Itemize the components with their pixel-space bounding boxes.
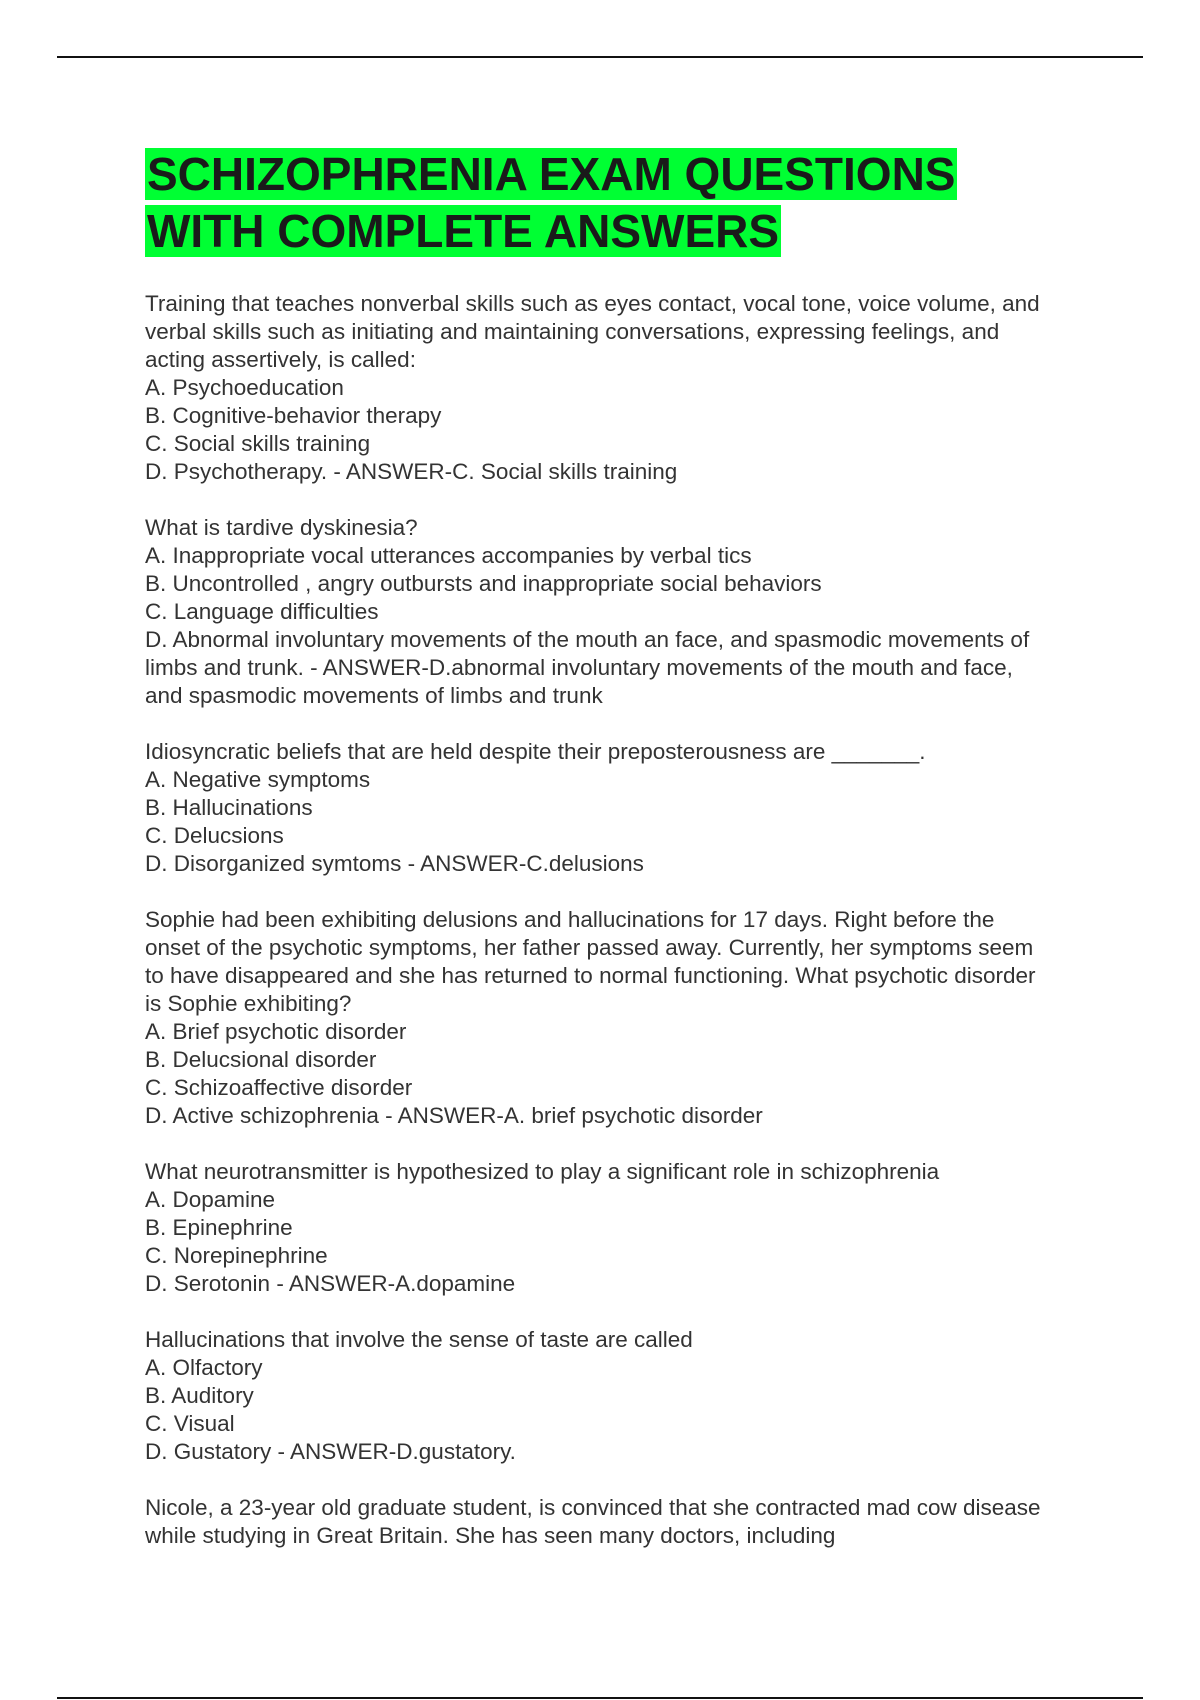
option-d-with-answer: D. Disorganized symtoms - ANSWER-C.delusions — [145, 851, 644, 876]
option-d-with-answer: D. Gustatory - ANSWER-D.gustatory. — [145, 1439, 516, 1464]
question-text: Training that teaches nonverbal skills such as eyes contact, vocal tone, voice volume, and verbal skills such as initiating and maintaining conversations, expressing feelings, and acting assertively, is called: — [145, 291, 1040, 372]
option-a: A. Negative symptoms — [145, 767, 371, 792]
question-6 — [145, 1326, 1045, 1466]
option-c: C. Visual — [145, 1411, 235, 1436]
option-c: C. Delucsions — [145, 823, 284, 848]
option-d-with-answer: D. Abnormal involuntary movements of the mouth an face, and spasmodic movements of limbs and trunk. - ANSWER-D.abnormal involuntary movements of the mouth and face, and spasmodic movements of limbs and trunk — [145, 627, 1030, 708]
question-text: Nicole, a 23-year old graduate student, is convinced that she contracted mad cow disease while studying in Great Britain. She has seen many doctors, including — [145, 1495, 1041, 1548]
option-c: C. Schizoaffective disorder — [145, 1075, 413, 1100]
option-d-with-answer: D. Psychotherapy. - ANSWER-C. Social skills training — [145, 459, 678, 484]
title-line-1: SCHIZOPHRENIA EXAM QUESTIONS — [147, 148, 956, 200]
option-c: C. Norepinephrine — [145, 1243, 328, 1268]
question-3 — [145, 738, 1045, 878]
top-rule — [57, 56, 1143, 58]
document-body — [145, 146, 1045, 1578]
option-c: C. Social skills training — [145, 431, 371, 456]
question-4 — [145, 906, 1045, 1130]
option-c: C. Language difficulties — [145, 599, 379, 624]
option-b: B. Epinephrine — [145, 1215, 293, 1240]
title-line-2: WITH COMPLETE ANSWERS — [147, 205, 780, 257]
option-b: B. Delucsional disorder — [145, 1047, 377, 1072]
question-text: What neurotransmitter is hypothesized to play a significant role in schizophrenia — [145, 1159, 940, 1184]
question-1 — [145, 290, 1045, 486]
option-b: B. Auditory — [145, 1383, 254, 1408]
question-2 — [145, 514, 1045, 710]
question-text: What is tardive dyskinesia? — [145, 515, 418, 540]
option-b: B. Hallucinations — [145, 795, 313, 820]
question-7 — [145, 1494, 1045, 1550]
option-a: A. Inappropriate vocal utterances accompanies by verbal tics — [145, 543, 752, 568]
question-5 — [145, 1158, 1045, 1298]
question-text: Idiosyncratic beliefs that are held despite their preposterousness are _______. — [145, 739, 926, 764]
option-a: A. Psychoeducation — [145, 375, 344, 400]
document-title — [145, 146, 1045, 260]
option-a: A. Brief psychotic disorder — [145, 1019, 407, 1044]
option-d-with-answer: D. Active schizophrenia - ANSWER-A. brief psychotic disorder — [145, 1103, 763, 1128]
option-b: B. Cognitive-behavior therapy — [145, 403, 442, 428]
option-b: B. Uncontrolled , angry outbursts and inappropriate social behaviors — [145, 571, 822, 596]
question-text: Sophie had been exhibiting delusions and hallucinations for 17 days. Right before the onset of the psychotic symptoms, her father passed away. Currently, her symptoms seem to have disappeared and she has returned to normal functioning. What psychotic disorder is Sophie exhibiting? — [145, 907, 1036, 1016]
bottom-rule — [57, 1697, 1143, 1699]
option-a: A. Olfactory — [145, 1355, 263, 1380]
question-text: Hallucinations that involve the sense of taste are called — [145, 1327, 693, 1352]
option-d-with-answer: D. Serotonin - ANSWER-A.dopamine — [145, 1271, 516, 1296]
option-a: A. Dopamine — [145, 1187, 276, 1212]
